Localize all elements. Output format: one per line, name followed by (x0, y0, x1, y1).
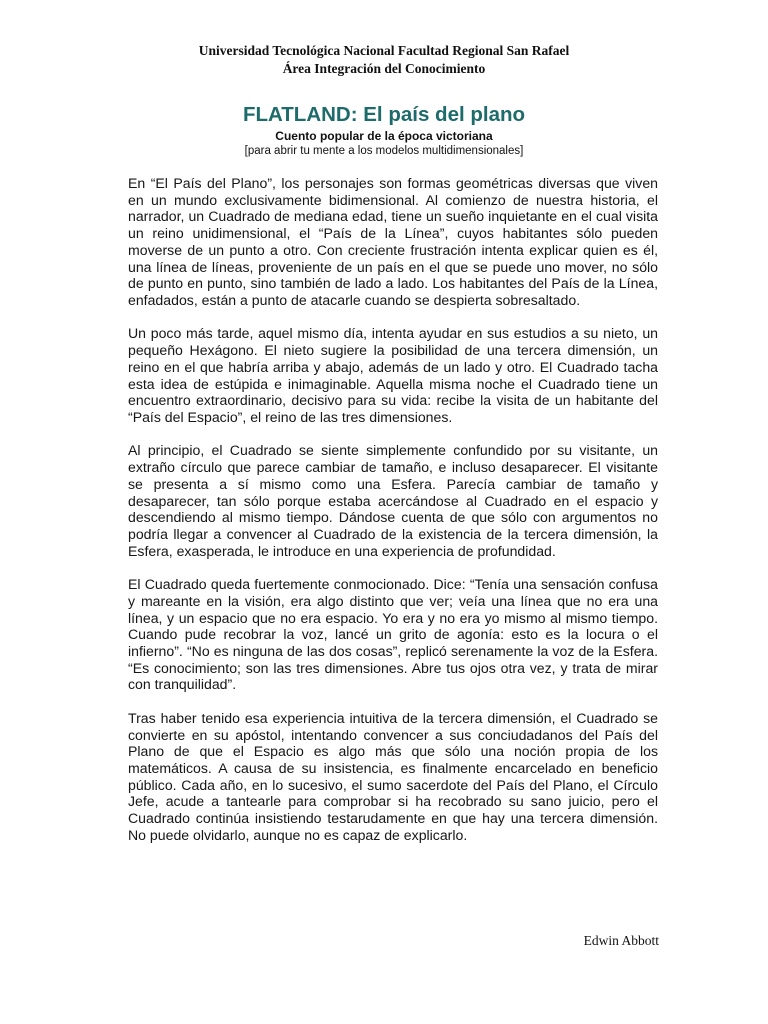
paragraph: El Cuadrado queda fuertemente conmocionado. Dice: “Tenía una sensación confusa y mareante en la visión, era algo distinto que ver; veía una línea que no era una línea, y un espacio que no era espacio. Yo era y no era yo mismo al mismo tiempo. Cuando pude recobrar la voz, lancé un grito de agonía: esto es la locura o el infierno”. “No es ninguna de las dos cosas”, replicó serenamente la voz de la Esfera. “Es conocimiento; son las tres dimensiones. Abre tus ojos otra vez, y trata de mirar con tranquilidad”. (128, 576, 658, 693)
document-subtitle: Cuento popular de la época victoriana (275, 129, 493, 143)
institution-name: Universidad Tecnológica Nacional Facultad Regional San Rafael (198, 43, 570, 58)
paragraph: Al principio, el Cuadrado se siente simplemente confundido por su visitante, un extraño círculo que parece cambiar de tamaño, e incluso desaparecer. El visitante se presenta a sí mismo como una Esfera. Parecía cambiar de tamaño y desaparecer, tan sólo porque estaba acercándose al Cuadrado en el espacio y descendiendo al mismo tiempo. Dándose cuenta de que sólo con argumentos no podría llegar a convencer al Cuadrado de la existencia de la tercera dimensión, la Esfera, exasperada, le introduce en una experiencia de profundidad. (128, 442, 658, 559)
document-tagline: [para abrir tu mente a los modelos multidimensionales] (244, 145, 524, 157)
document-title: FLATLAND: El país del plano (242, 103, 526, 126)
author-signature: Edwin Abbott (583, 933, 659, 948)
paragraph: En “El País del Plano”, los personajes son formas geométricas diversas que viven en un mundo exclusivamente bidimensional. Al comienzo de nuestra historia, el narrador, un Cuadrado de mediana edad, tiene un sueño inquietante en el cual visita un reino unidimensional, el “País de la Línea”, cuyos habitantes sólo pueden moverse de un punto a otro. Con creciente frustración intenta explicar quien es él, una línea de líneas, proveniente de un país en el que se puede uno mover, no sólo de punto en punto, sino también de lado a lado. Los habitantes del País de la Línea, enfadados, están a punto de atacarle cuando se despierta sobresaltado. (128, 175, 658, 308)
story-body (128, 175, 658, 860)
paragraph: Un poco más tarde, aquel mismo día, intenta ayudar en sus estudios a su nieto, un pequeño Hexágono. El nieto sugiere la posibilidad de una tercera dimensión, un reino en el que habría arriba y abajo, además de un lado y otro. El Cuadrado tacha esta idea de estúpida e inimaginable. Aquella misma noche el Cuadrado tiene un encuentro extraordinario, decisivo para su vida: recibe la visita de un habitante del “País del Espacio”, el reino de las tres dimensiones. (128, 325, 658, 425)
department-name: Área Integración del Conocimiento (282, 61, 486, 76)
paragraph: Tras haber tenido esa experiencia intuitiva de la tercera dimensión, el Cuadrado se convierte en su apóstol, intentando convencer a sus conciudadanos del País del Plano de que el Espacio es algo más que sólo una noción propia de los matemáticos. A causa de su insistencia, es finalmente encarcelado en beneficio público. Cada año, en lo sucesivo, el sumo sacerdote del País del Plano, el Círculo Jefe, acude a tantearle para comprobar si ha recobrado su sano juicio, pero el Cuadrado continúa insistiendo testarudamente en que hay una tercera dimensión. No puede olvidarlo, aunque no es capaz de explicarlo. (128, 709, 658, 843)
